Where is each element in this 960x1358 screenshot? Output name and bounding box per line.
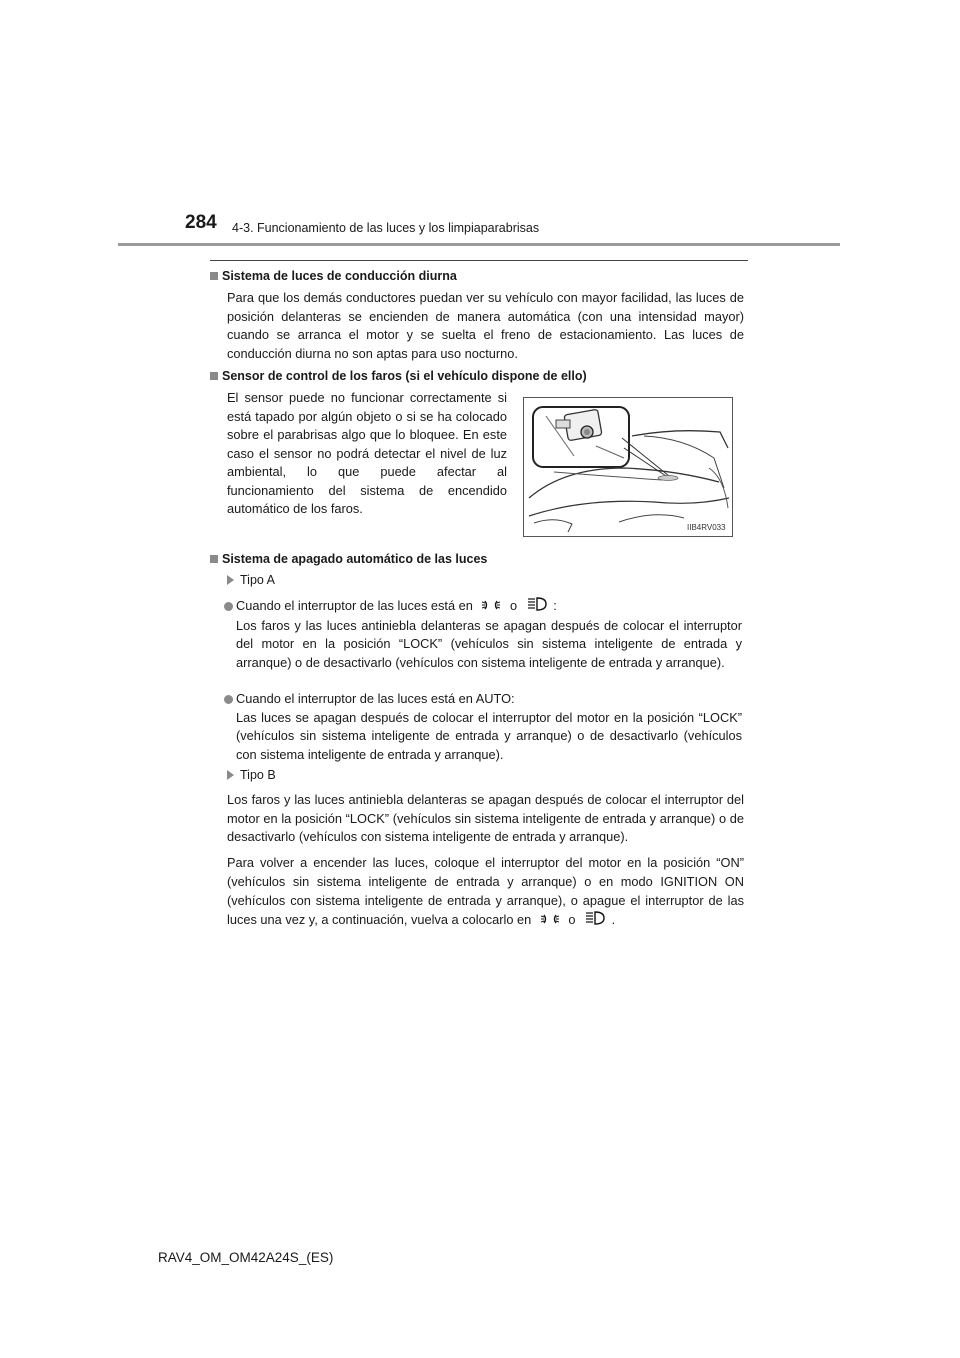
- section-title: 4-3. Funcionamiento de las luces y los limpiaparabrisas: [232, 221, 540, 235]
- triangle-bullet-icon: [227, 575, 234, 585]
- sensor-heading: Sensor de control de los faros (si el vehículo dispone de ello): [210, 369, 587, 383]
- type-a-label: Tipo A: [227, 573, 275, 587]
- square-bullet-icon: [210, 555, 218, 563]
- bullet-lights-on: Cuando el interruptor de las luces está en o : Los faros y las luces antiniebla delanteras se apagan después de colocar el interruptor del motor en la posición “LOCK” (vehículos sin sistema inteligente de entrada y arranque) o de desactivarlo (vehículos con sistema inteligente de entrada y arranque).: [224, 597, 744, 672]
- bullet1-lead-line: Cuando el interruptor de las luces está en o :: [236, 597, 742, 617]
- triangle-bullet-icon: [227, 770, 234, 780]
- sensor-location-illustration: [523, 397, 733, 537]
- square-bullet-icon: [210, 272, 218, 280]
- headlight-icon: [527, 597, 547, 617]
- square-bullet-icon: [210, 372, 218, 380]
- car-windshield-sensor-drawing: [524, 398, 732, 536]
- circle-bullet-icon: [224, 602, 233, 611]
- bullet-auto: Cuando el interruptor de las luces está en AUTO: Las luces se apagan después de colocar el interruptor del motor en la posición “LOCK” (vehículos sin sistema inteligente de entrada y arranque) o de desactivarlo (vehículos con sistema inteligente de entrada y arranque).: [224, 690, 744, 764]
- drl-body: Para que los demás conductores puedan ver su vehículo con mayor facilidad, las luces de posición delanteras se encienden de manera automática (con una intensidad mayor) cuando se arranca el motor y se suelta el freno de estacionamiento. Las luces de conducción diurna no son aptas para uso nocturno.: [227, 290, 744, 361]
- drl-heading: Sistema de luces de conducción diurna: [210, 269, 457, 283]
- auto-off-heading: Sistema de apagado automático de las luces: [210, 552, 487, 566]
- page-number: 284: [185, 212, 217, 233]
- type-b-label: Tipo B: [227, 768, 276, 782]
- reactivate-body: Para volver a encender las luces, coloque el interruptor del motor en la posición “ON” (vehículos sin sistema inteligente de entrada y arranque) o en modo IGNITION ON (vehículos con sistema inteligente de entrada y arranque), o apague el interruptor de las luces una vez y, a continuación, vuelva a colocarlo en o .: [227, 853, 744, 930]
- document-code: RAV4_OM_OM42A24S_(ES): [158, 1250, 334, 1265]
- type-b-body: Los faros y las luces antiniebla delanteras se apagan después de colocar el interruptor del motor en la posición “LOCK” (vehículos sin sistema inteligente de entrada y arranque) o de desactivarlo (vehículos con sistema inteligente de entrada y arranque).: [227, 792, 744, 844]
- circle-bullet-icon: [224, 695, 233, 704]
- figure-code: IIB4RV033: [687, 523, 726, 532]
- header-rule: [118, 243, 840, 246]
- parking-light-icon: [482, 598, 500, 617]
- sensor-body: El sensor puede no funcionar correctamente si está tapado por algún objeto o si se ha colocado sobre el parabrisas algo que lo bloquee. En este caso el sensor no podrá detectar el nivel de luz ambiental, lo que puede afectar al funcionamiento del sistema de encendido automático de los faros.: [227, 390, 507, 516]
- parking-light-icon: [541, 911, 559, 930]
- content-rule: [210, 260, 748, 261]
- headlight-icon: [585, 911, 605, 930]
